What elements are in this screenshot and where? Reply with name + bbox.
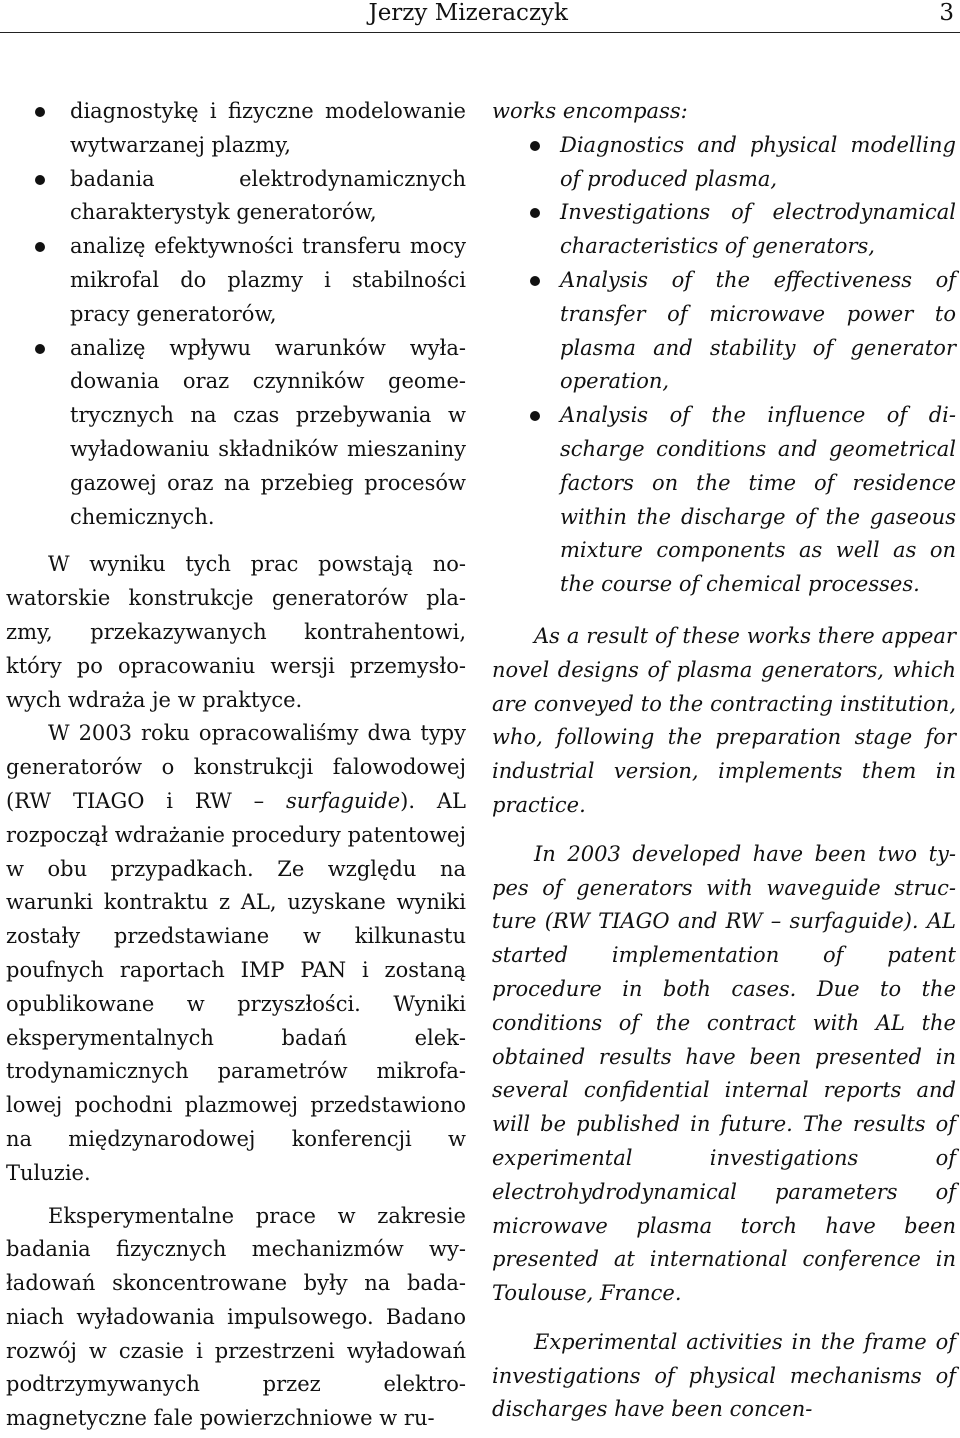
bullet-icon — [530, 141, 540, 151]
header-rule — [0, 32, 960, 33]
bullet-icon — [35, 344, 45, 354]
english-bullet-list — [492, 129, 956, 602]
polish-bullet-list — [6, 95, 466, 534]
list-item: Diagnostics and physical modelling of produced plasma, — [492, 129, 956, 197]
english-paragraph-3: Experimental activities in the frame of investigations of physical mechanisms of discharges have been concen- — [492, 1329, 956, 1422]
bullet-icon — [35, 175, 45, 185]
bullet-icon — [530, 208, 540, 218]
bullet-icon — [35, 242, 45, 252]
list-item: analizę efektywności transferu mocy mikrofal do plazmy i stabilności pracy generatorów, — [6, 230, 466, 331]
page-number: 3 — [939, 0, 954, 26]
english-paragraph-2: In 2003 developed have been two types of generators with waveguide structure (RW TIAGO and RW – surfaguide). AL started implementation of patent procedure in both cases. Due to the conditions of the contract with AL the obtained results have been presented in several confidential internal reports and will be published in future. The results of experimental investigations of electrohydrodynamical parameters of microwave plasma torch have been presented at international conference in Toulouse, France. — [492, 841, 956, 1306]
page-header — [0, 0, 960, 30]
bullet-icon — [530, 276, 540, 286]
bullet-icon — [530, 411, 540, 421]
list-item: diagnostykę i fizyczne modelowanie wytwarzanej plazmy, — [6, 95, 466, 163]
list-item: Investigations of electrodynamical characteristics of generators, — [492, 196, 956, 264]
list-item: Analysis of the influence of discharge conditions and geometrical factors on the time of residence within the discharge of the gaseous mixture components as well as on the course of chemical processes. — [492, 399, 956, 602]
list-item: badania elektrodynamicznych charakterystyk generatorów, — [6, 163, 466, 231]
english-column — [492, 95, 956, 1427]
polish-paragraph-1: W wyniku tych prac powstają nowatorskie konstrukcje generatorów plazmy, przekazywanych kontrahentowi, który po opracowaniu wersji przemysłowych wdraża je w praktyce. — [6, 552, 466, 712]
polish-paragraph-3: Eksperymentalne prace w zakresie badania fizycznych mechanizmów wyładowań skoncentrowane były na badaniach wyładowania impulsowego. Badano rozwój w czasie i przestrzeni wyładowań podtrzymywanych przez elektromagnetyczne fale powierzchniowe w ru- — [6, 1203, 466, 1431]
bullet-icon — [35, 107, 45, 117]
list-item: Analysis of the effectiveness of transfer of microwave power to plasma and stability of generator operation, — [492, 264, 956, 399]
polish-paragraph-2: W 2003 roku opracowaliśmy dwa typy generatorów o konstrukcji falowodowej (RW TIAGO i RW – surfaguide). AL rozpoczął wdrażanie procedury patentowej w obu przypadkach. Ze względu na warunki kontraktu z AL, uzyskane wyniki zostały przedstawiane w kilkunastu poufnych raportach IMP PAN i zostaną opublikowane w przyszłości. Wyniki eksperymentalnych badań elektrodynamicznych parametrów mikrofalowej pochodni plazmowej przedstawiono na międzynarodowej konferencji w Tuluzie. — [6, 721, 466, 1185]
running-head-author: Jerzy Mizeraczyk — [368, 0, 568, 26]
polish-column — [6, 95, 466, 1436]
english-intro: works encompass: — [492, 99, 688, 123]
english-paragraph-1: As a result of these works there appear novel designs of plasma generators, which are conveyed to the contracting institution, who, following the preparation stage for industrial version, implements them in practice. — [492, 623, 956, 817]
list-item: analizę wpływu warunków wyładowania oraz czynników geometrycznych na czas przebywania w wyładowaniu składników mieszaniny gazowej oraz na przebieg procesów chemicznych. — [6, 332, 466, 535]
